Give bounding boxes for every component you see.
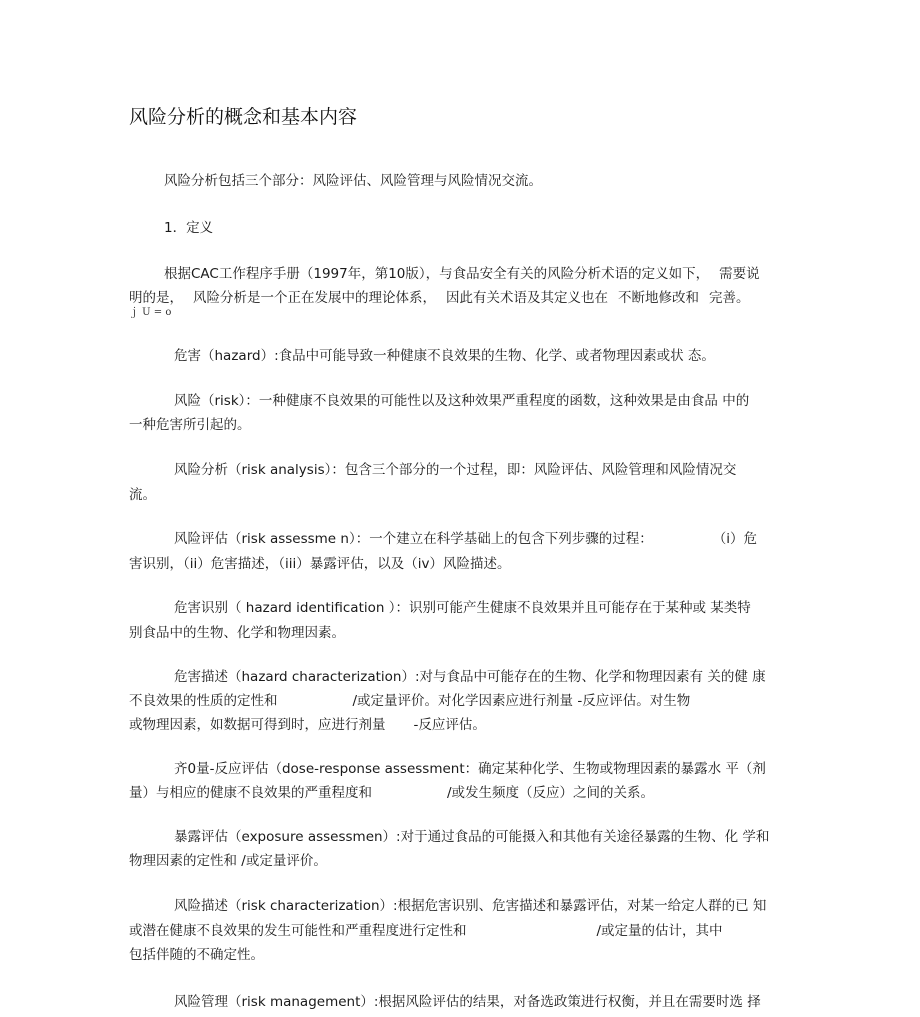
hazard-characterization-text: -反应评估。 bbox=[413, 717, 486, 733]
exposure-assessment-line-2: 物理因素的定性和 /或定量评价。 bbox=[129, 853, 327, 869]
hazard-definition: 危害（hazard）:食品中可能导致一种健康不良效果的生物、化学、或者物理因素或状 态。 bbox=[174, 348, 715, 364]
intro-paragraph: 风险分析包括三个部分：风险评估、风险管理与风险情况交流。 bbox=[164, 173, 542, 189]
cac-text: 因此有关术语及其定义也在 bbox=[446, 290, 608, 306]
risk-assessment-line-2: 害识别，（ii）危害描述，（iii）暴露评估，以及（iv）风险描述。 bbox=[129, 556, 511, 572]
risk-assessment-text: 风险评估（risk assessme n）：一个建立在科学基础上的包含下列步骤的过程： bbox=[174, 531, 653, 547]
risk-analysis-line-2: 流。 bbox=[129, 487, 156, 503]
risk-characterization-line-2 bbox=[129, 922, 723, 940]
risk-management-line-1: 风险管理（risk management）:根据风险评估的结果，对备选政策进行权衡，并且在需要时选 择 bbox=[174, 994, 761, 1010]
cac-text: 不断地修改和 bbox=[618, 290, 699, 306]
risk-characterization-line-3: 包括伴随的不确定性。 bbox=[129, 947, 264, 963]
cac-text: 明的是， bbox=[129, 290, 183, 306]
page-title: 风险分析的概念和基本内容 bbox=[129, 106, 358, 128]
dose-response-line-1: 齐0量-反应评估（dose-response assessment：确定某种化学、生物或物理因素的暴露水 平（剂 bbox=[174, 761, 766, 777]
hazard-characterization-line-3 bbox=[129, 716, 486, 734]
exposure-assessment-line-1: 暴露评估（exposure assessmen）:对于通过食品的可能摄入和其他有关途径暴露的生物、化 学和 bbox=[174, 829, 770, 845]
hazard-characterization-line-1: 危害描述（hazard characterization）:对与食品中可能存在的生物、化学和物理因素有 关的健 康 bbox=[174, 669, 766, 685]
dose-response-text: 量）与相应的健康不良效果的严重程度和 bbox=[129, 785, 372, 801]
risk-assessment-line-1 bbox=[174, 530, 757, 548]
cac-paragraph-line-1 bbox=[164, 265, 760, 283]
hazard-characterization-text: 不良效果的性质的定性和 bbox=[129, 693, 278, 709]
ocr-artifact-text: ｊ U = o bbox=[129, 307, 172, 318]
cac-text: 需要说 bbox=[719, 266, 760, 282]
cac-text: 根据CAC工作程序手册（1997年，第10版），与食品安全有关的风险分析术语的定义如下， bbox=[164, 266, 710, 282]
hazard-identification-line-2: 别食品中的生物、化学和物理因素。 bbox=[129, 625, 345, 641]
risk-characterization-line-1: 风险描述（risk characterization）:根据危害识别、危害描述和暴露评估，对某一给定人群的已 知 bbox=[174, 898, 767, 914]
cac-paragraph-line-2 bbox=[129, 289, 750, 307]
risk-assessment-text: （i）危 bbox=[712, 531, 757, 547]
cac-text: 完善。 bbox=[709, 290, 750, 306]
dose-response-line-2 bbox=[129, 784, 654, 802]
risk-definition-line-1: 风险（risk）：一种健康不良效果的可能性以及这种效果严重程度的函数，这种效果是由食品 中的 bbox=[174, 393, 750, 409]
hazard-characterization-text: /或定量评价。对化学因素应进行剂量 -反应评估。对生物 bbox=[352, 693, 691, 709]
hazard-characterization-text: 或物理因素，如数据可得到时，应进行剂量 bbox=[129, 717, 386, 733]
risk-definition-line-2: 一种危害所引起的。 bbox=[129, 417, 251, 433]
hazard-characterization-line-2 bbox=[129, 692, 690, 710]
cac-text: 风险分析是一个正在发展中的理论体系， bbox=[193, 290, 436, 306]
risk-characterization-text: /或定量的估计，其中 bbox=[596, 923, 723, 939]
dose-response-text: /或发生频度（反应）之间的关系。 bbox=[447, 785, 655, 801]
hazard-identification-line-1: 危害识别（ hazard identification ）：识别可能产生健康不良效果并且可能存在于某种或 某类特 bbox=[174, 600, 751, 616]
risk-analysis-line-1: 风险分析（risk analysis）：包含三个部分的一个过程，即：风险评估、风险管理和风险情况交 bbox=[174, 462, 737, 478]
risk-characterization-text: 或潜在健康不良效果的发生可能性和严重程度进行定性和 bbox=[129, 923, 467, 939]
section-heading-definitions: 1．定义 bbox=[164, 220, 214, 236]
